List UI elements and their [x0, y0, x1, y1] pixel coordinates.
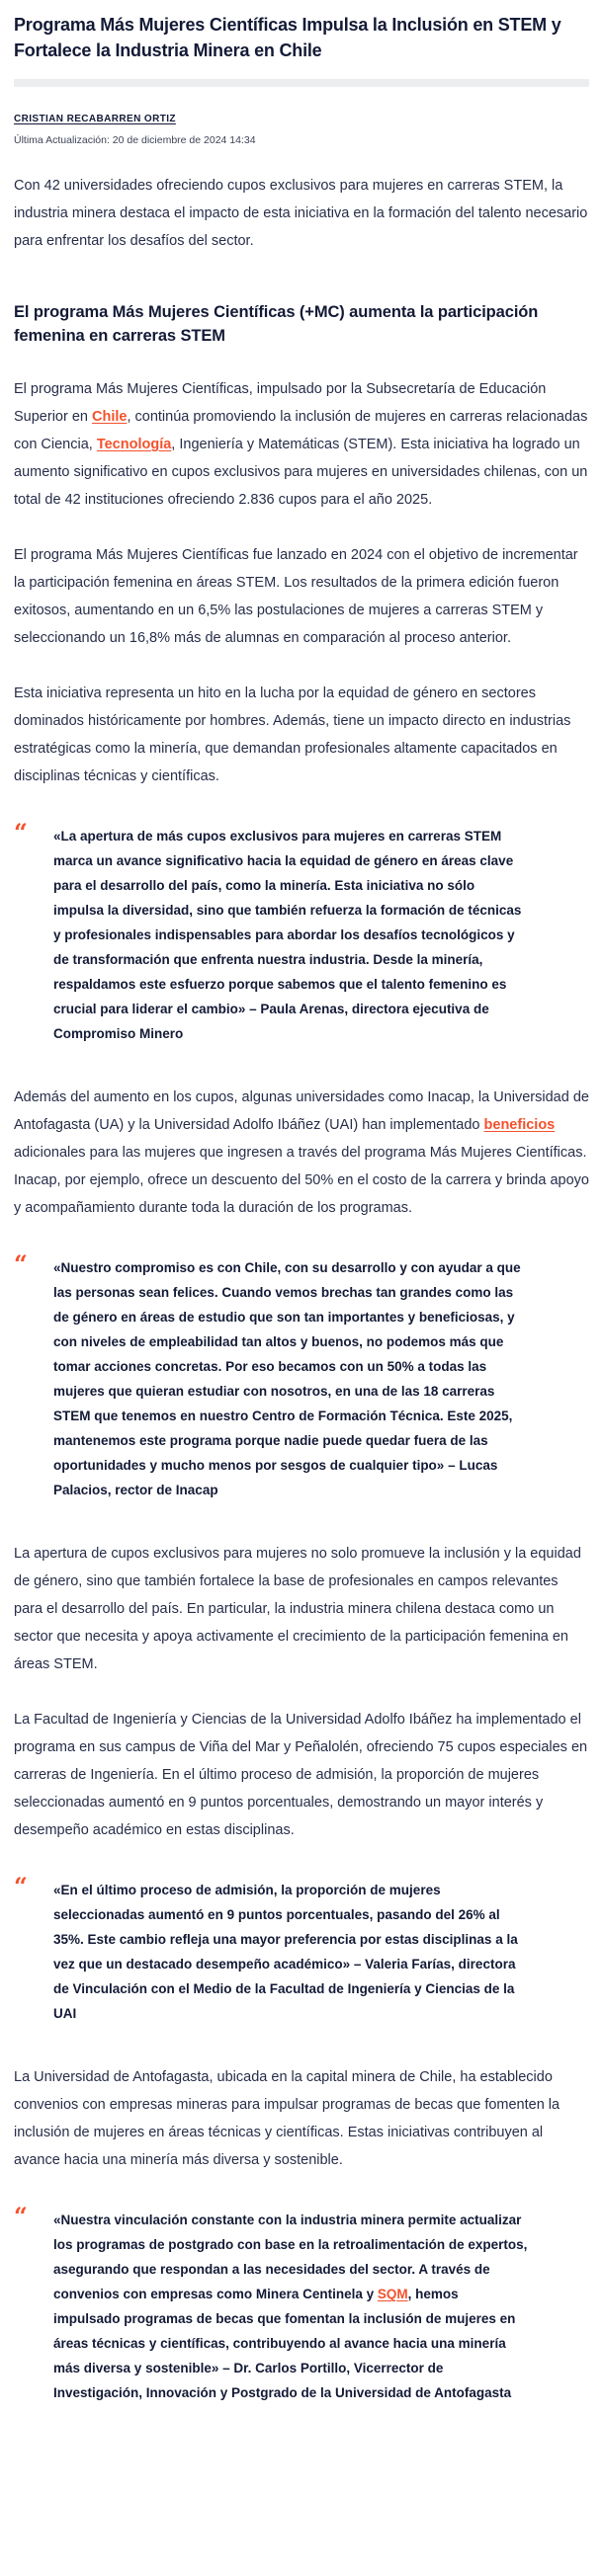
quote-icon: “ [14, 1249, 28, 1278]
body-paragraph: Además del aumento en los cupos, algunas universidades como Inacap, la Universidad de Antofagasta (UA) y la Universidad Adolfo Ibáñez (UAI) han implementado beneficios adicionales para las mujeres que ingresen a través del programa Más Mujeres Científicas. Inacap, por ejemplo, ofrece un descuento del 50% en el costo de la carrera y brinda apoyo y acompañamiento durante toda la duración de los programas. [14, 1089, 589, 1216]
author-byline-link[interactable]: CRISTIAN RECABARREN ORTIZ [14, 114, 176, 124]
body-paragraph: La apertura de cupos exclusivos para mujeres no solo promueve la inclusión y la equidad de género, sino que también fortalece la base de profesionales en campos relevantes para el desarrollo del país. En particular, la industria minera chilena destaca como un sector que necesita y apoya activamente el crecimiento de la participación femenina en áreas STEM. [14, 1546, 581, 1672]
last-updated: Última Actualización: 20 de diciembre de 2024 14:34 [14, 134, 256, 146]
body-paragraph: El programa Más Mujeres Científicas fue lanzado en 2024 con el objetivo de incrementar la participación femenina en áreas STEM. Los resultados de la primera edición fueron exitosos, aumentando en un 6,5% las postulaciones de mujeres a carreras STEM y seleccionando un 16,8% más de alumnas en comparación al proceso anterior. [14, 547, 578, 646]
article-body [14, 172, 589, 2405]
section-heading: El programa Más Mujeres Científicas (+MC) aumenta la participación femenina en carreras STEM [14, 303, 539, 345]
pull-quote [14, 1249, 589, 1502]
byline [14, 109, 589, 146]
pull-quote [14, 1872, 589, 2026]
quote-text: «Nuestra vinculación constante con la industria minera permite actualizar los programas de postgrado con base en la retroalimentación de expertos, asegurando que respondan a las necesidades del sector. A través de convenios con empresas como Minera Centinela y SQM, hemos impulsado programas de becas que fomentan la inclusión de mujeres en áreas técnicas y científicas, contribuyendo al avance hacia una minería más diversa y sostenible» – Dr. Carlos Portillo, Vicerrector de Investigación, Innovación y Postgrado de la Universidad de Antofagasta [53, 2213, 528, 2400]
quote-text: «La apertura de más cupos exclusivos para mujeres en carreras STEM marca un avance significativo hacia la equidad de género en áreas clave para el desarrollo del país, como la minería. Esta iniciativa no sólo impulsa la diversidad, sino que también refuerza la formación de técnicas y profesionales indispensables para abordar los desafíos tecnológicos y de transformación que enfrenta nuestra industria. Desde la minería, respaldamos este esfuerzo porque sabemos que el talento femenino es crucial para liderar el cambio» – Paula Arenas, directora ejecutiva de Compromiso Minero [53, 829, 522, 1041]
quote-icon: “ [14, 818, 28, 846]
lead-paragraph: Con 42 universidades ofreciendo cupos exclusivos para mujeres en carreras STEM, la industria minera destaca el impacto de esta iniciativa en la formación del talento necesario para enfrentar los desafíos del sector. [14, 178, 588, 249]
quote-text: «En el último proceso de admisión, la proporción de mujeres seleccionadas aumentó en 9 puntos porcentuales, pasando del 26% al 35%. Este cambio refleja una mayor preferencia por estas disciplinas a la vez que un destacado desempeño académico» – Valeria Farías, directora de Vinculación con el Medio de la Facultad de Ingeniería y Ciencias de la UAI [53, 1883, 518, 2021]
article-blocks [14, 375, 589, 2405]
inline-link[interactable]: Tecnología [96, 437, 172, 452]
inline-link[interactable]: Chile [92, 409, 128, 425]
quote-icon: “ [14, 1872, 28, 1900]
inline-link[interactable]: SQM [377, 2287, 408, 2301]
quote-icon: “ [14, 2202, 28, 2230]
quote-text: «Nuestro compromiso es con Chile, con su desarrollo y con ayudar a que las personas sean felices. Cuando vemos brechas tan grandes como las de género en áreas de estudio que son tan importantes y beneficiosas, y con niveles de empleabilidad tan altos y buenos, no podemos más que tomar acciones concretas. Por eso becamos con un 50% a todas las mujeres que quieran estudiar con nosotros, en una de las 18 carreras STEM que tenemos en nuestro Centro de Formación Técnica. Este 2025, mantenemos este programa porque nadie puede quedar fuera de las oportunidades y mucho menos por sesgos de cualquier tipo» – Lucas Palacios, rector de Inacap [53, 1260, 521, 1497]
pull-quote [14, 818, 589, 1046]
body-paragraph: Esta iniciativa representa un hito en la lucha por la equidad de género en sectores dominados históricamente por hombres. Además, tiene un impacto directo en industrias estratégicas como la minería, que demandan profesionales altamente capacitados en disciplinas técnicas y científicas. [14, 685, 571, 784]
body-paragraph: La Facultad de Ingeniería y Ciencias de la Universidad Adolfo Ibáñez ha implementado el programa en sus campus de Viña del Mar y Peñalolén, ofreciendo 75 cupos especiales en carreras de Ingeniería. En el último proceso de admisión, la proporción de mujeres seleccionadas aumentó en 9 puntos porcentuales, demostrando un mayor interés y desempeño académico en estas disciplinas. [14, 1712, 588, 1838]
divider-bar [14, 79, 589, 87]
body-paragraph: La Universidad de Antofagasta, ubicada en la capital minera de Chile, ha establecido convenios con empresas mineras para impulsar programas de becas que fomenten la inclusión de mujeres en áreas técnicas y científicas. Estas iniciativas contribuyen al avance hacia una minería más diversa y sostenible. [14, 2069, 560, 2168]
page-title: Programa Más Mujeres Científicas Impulsa la Inclusión en STEM y Fortalece la Industria Minera en Chile [14, 15, 561, 60]
body-paragraph: El programa Más Mujeres Científicas, impulsado por la Subsecretaría de Educación Superior en Chile, continúa promoviendo la inclusión de mujeres en carreras relacionadas con Ciencia, Tecnología, Ingeniería y Matemáticas (STEM). Esta iniciativa ha logrado un aumento significativo en cupos exclusivos para mujeres en universidades chilenas, con un total de 42 instituciones ofreciendo 2.836 cupos para el año 2025. [14, 381, 588, 508]
inline-link[interactable]: beneficios [483, 1117, 556, 1133]
pull-quote [14, 2202, 589, 2405]
